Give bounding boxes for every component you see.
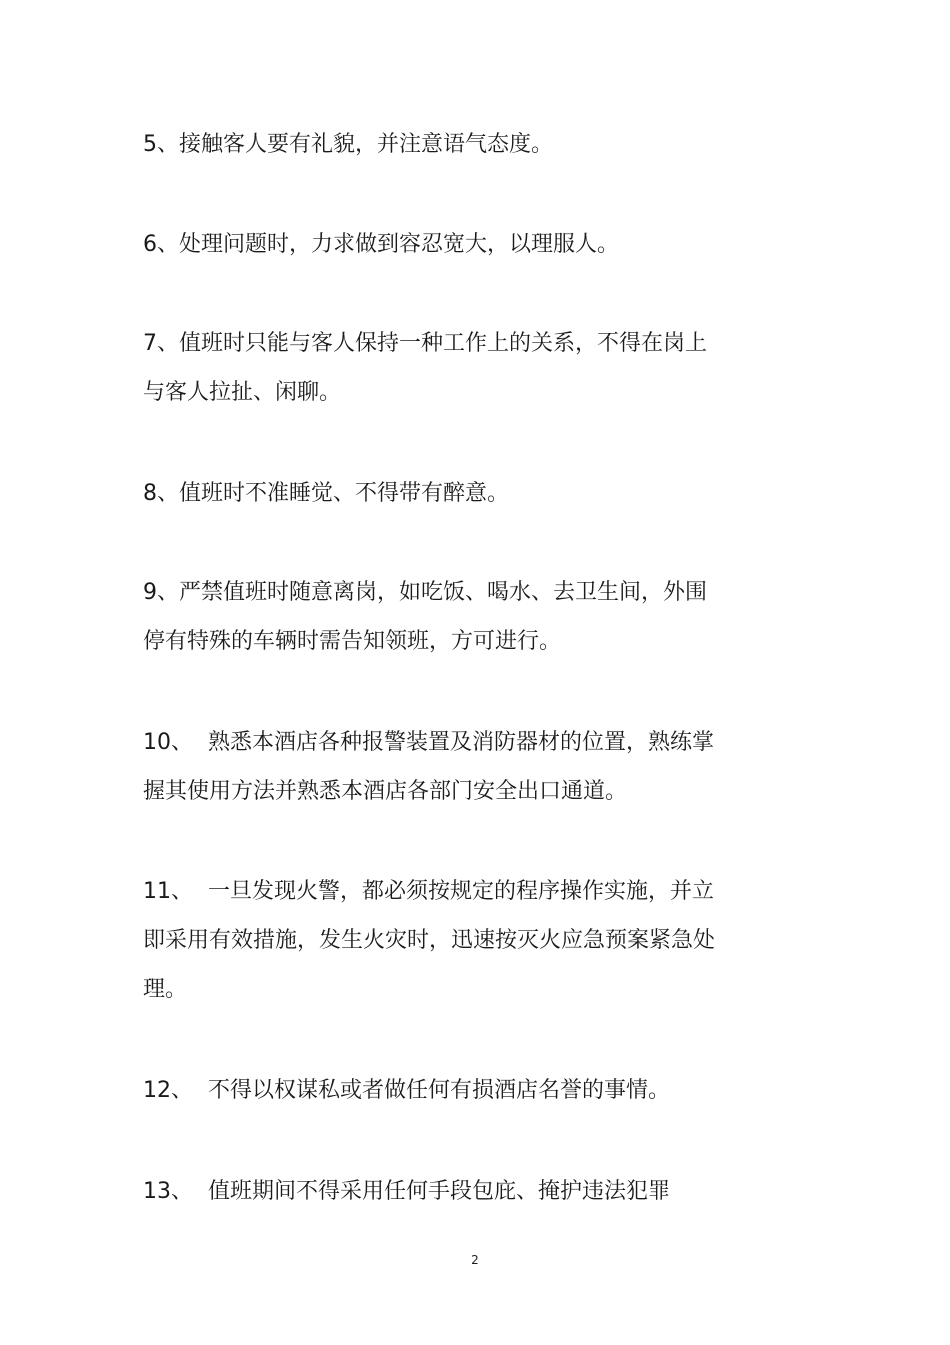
rule-number: 11、: [143, 879, 193, 904]
rule-item-9: [143, 568, 743, 666]
rule-line: [143, 319, 743, 368]
rule-number: 7、: [143, 331, 179, 356]
rule-text: 一旦发现火警，都必须按规定的程序操作实施，并立: [208, 879, 715, 904]
rule-text: 接触客人要有礼貌，并注意语气态度。: [179, 132, 554, 157]
rule-line: 理。: [143, 977, 188, 1002]
rule-line: [143, 867, 743, 916]
rule-text: 熟悉本酒店各种报警装置及消防器材的位置，熟练掌: [208, 730, 715, 755]
rule-line: 握其使用方法并熟悉本酒店各部门安全出口通道。: [143, 779, 628, 804]
rule-line: 即采用有效措施，发生火灾时，迅速按灭火应急预案紧急处: [143, 928, 716, 953]
rule-line: [143, 568, 743, 617]
rule-number: 8、: [143, 481, 179, 506]
rule-number: 6、: [143, 232, 179, 257]
rule-number: 5、: [143, 132, 179, 157]
rule-item-13: [143, 1167, 743, 1216]
rule-line: [143, 718, 743, 767]
rule-line: 停有特殊的车辆时需告知领班，方可进行。: [143, 629, 562, 654]
page-number: 2: [471, 1253, 479, 1267]
rule-line: [143, 469, 743, 518]
rule-item-5: [143, 120, 743, 169]
rule-line: [143, 220, 743, 269]
rule-text: 严禁值班时随意离岗，如吃饭、喝水、去卫生间，外围: [179, 580, 708, 605]
rule-number: 10、: [143, 730, 193, 755]
rule-line: [143, 1167, 743, 1216]
rule-item-8: [143, 469, 743, 518]
rule-text: 值班时只能与客人保持一种工作上的关系，不得在岗上: [179, 331, 708, 356]
rule-line: 与客人拉扯、闲聊。: [143, 380, 342, 405]
rule-line: [143, 120, 743, 169]
rule-item-11: [143, 867, 743, 1014]
rule-number: 12、: [143, 1078, 193, 1103]
rule-item-7: [143, 319, 743, 417]
rule-text: 值班期间不得采用任何手段包庇、掩护违法犯罪: [208, 1179, 671, 1204]
rule-item-6: [143, 220, 743, 269]
rule-number: 13、: [143, 1179, 193, 1204]
rule-line: [143, 1066, 743, 1115]
rule-item-12: [143, 1066, 743, 1115]
rule-text: 不得以权谋私或者做任何有损酒店名誉的事情。: [208, 1078, 671, 1103]
rule-item-10: [143, 718, 743, 816]
rule-text: 值班时不准睡觉、不得带有醉意。: [179, 481, 510, 506]
rule-text: 处理问题时，力求做到容忍宽大，以理服人。: [179, 232, 620, 257]
rule-number: 9、: [143, 580, 179, 605]
